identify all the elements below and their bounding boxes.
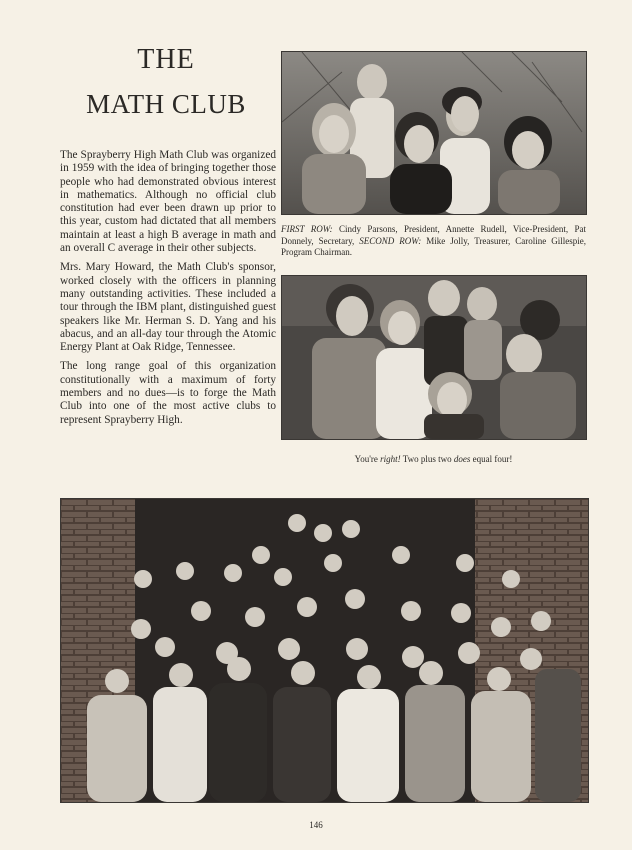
- page-number: 146: [309, 820, 323, 830]
- students-photo: [281, 275, 587, 440]
- caption-emphasis-1: right!: [380, 454, 401, 464]
- first-row-names: Cindy Parsons, President, Annette Rudell, Vice-President, Pat Donnely, Secretary,: [281, 224, 586, 246]
- second-row-label: SECOND ROW:: [359, 235, 422, 246]
- caption-text-1: You're: [354, 454, 381, 464]
- students-caption: [281, 454, 586, 464]
- caption-text-2: Two plus two: [400, 454, 454, 464]
- title-line-1: THE: [137, 44, 195, 75]
- officers-caption: [281, 224, 586, 259]
- second-row-names: Mike Jolly, Treasurer, Caroline Gillespie, Program Chairman.: [281, 235, 586, 258]
- paragraph-history: The Sprayberry High Math Club was organized in 1959 with the idea of bringing together those people who had demonstrated obvious interest in mathematics. Although no official club constitution had ever been drawn up prior to this year, custom had dictated that all members maintain at least a high B average in math and an overall C average in their other subjects.: [60, 149, 276, 255]
- caption-text-3: equal four!: [470, 454, 513, 464]
- article-body: [60, 149, 276, 433]
- page-title: [60, 44, 272, 120]
- title-line-2: MATH CLUB: [86, 89, 246, 119]
- first-row-label: FIRST ROW:: [281, 224, 333, 234]
- officers-photo: [281, 51, 587, 215]
- paragraph-activities: Mrs. Mary Howard, the Math Club's sponsor, worked closely with the officers in planning many outstanding activities. These included a tour through the IBM plant, distinguished guest speakers like Mr. Herman S. D. Yang and his abacus, and an all-day tour through the Atomic Energy Plant at Oak Ridge, Tennessee.: [60, 261, 276, 354]
- caption-emphasis-2: does: [453, 454, 471, 464]
- paragraph-goal: The long range goal of this organization constitutionally with a maximum of forty members and no dues—is to forge the Math Club into one of the most active clubs to represent Sprayberry High.: [60, 360, 276, 426]
- group-photo: [60, 498, 589, 803]
